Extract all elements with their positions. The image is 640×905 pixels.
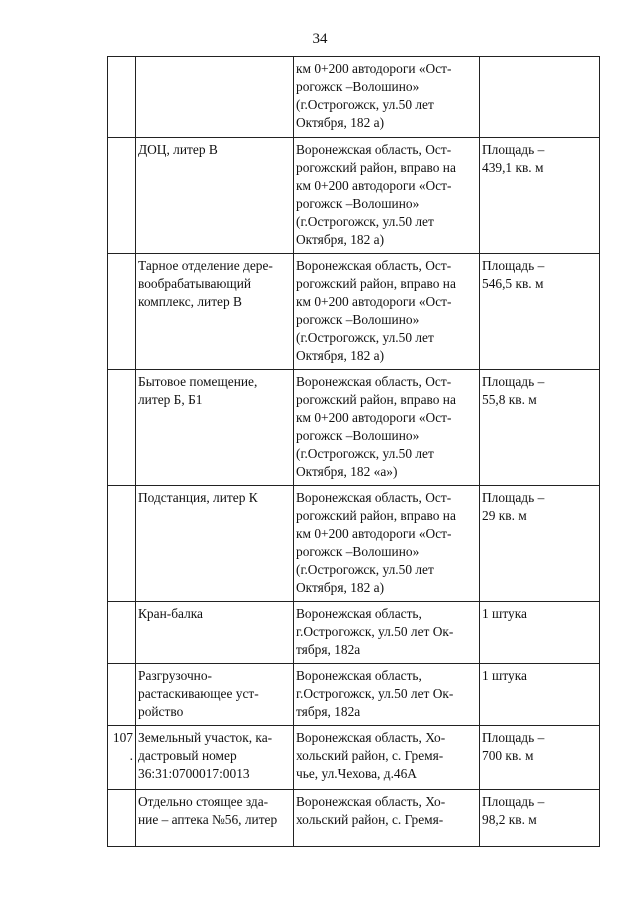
object-name-line: дастровый номер	[138, 748, 237, 763]
table-row	[108, 57, 600, 138]
object-name-cell	[136, 486, 294, 602]
table-row	[108, 254, 600, 370]
characteristics-cell	[480, 602, 600, 664]
row-number-cell: 107.	[108, 726, 136, 790]
table-row	[108, 138, 600, 254]
address-line: (г.Острогожск, ул.50 лет	[296, 562, 434, 577]
row-number-cell	[108, 138, 136, 254]
object-name-line: Подстанция, литер К	[138, 490, 258, 505]
table-row	[108, 726, 600, 790]
address-line: чье, ул.Чехова, д.46А	[296, 766, 417, 781]
object-name-cell	[136, 602, 294, 664]
page-number: 34	[312, 31, 328, 47]
object-name-line: литер Б, Б1	[138, 392, 203, 407]
characteristics-line: 55,8 кв. м	[482, 392, 537, 407]
address-line: км 0+200 автодороги «Ост-	[296, 178, 452, 193]
row-number-cell	[108, 790, 136, 847]
characteristics-line: Площадь –	[482, 374, 545, 389]
address-line: г.Острогожск, ул.50 лет Ок-	[296, 624, 454, 639]
object-name-line: Бытовое помещение,	[138, 374, 258, 389]
characteristics-line: 1 штука	[482, 668, 527, 683]
address-line: хольский район, с. Гремя-	[296, 748, 444, 763]
address-line: рогожск –Волошино»	[296, 79, 420, 94]
characteristics-line: Площадь –	[482, 142, 545, 157]
object-name-cell	[136, 664, 294, 726]
object-name-line: Тарное отделение дере-	[138, 258, 273, 273]
characteristics-cell	[480, 57, 600, 138]
address-line: (г.Острогожск, ул.50 лет	[296, 330, 434, 345]
characteristics-cell	[480, 254, 600, 370]
row-number-cell	[108, 254, 136, 370]
table-row	[108, 370, 600, 486]
characteristics-line: 700 кв. м	[482, 748, 534, 763]
address-line: Воронежская область, Ост-	[296, 142, 452, 157]
address-line: рогожский район, вправо на	[296, 276, 456, 291]
object-name-line: ДОЦ, литер В	[138, 142, 218, 157]
characteristics-line: 98,2 кв. м	[482, 812, 537, 827]
characteristics-line: Площадь –	[482, 490, 545, 505]
address-cell	[294, 790, 480, 847]
address-line: Воронежская область, Ост-	[296, 490, 452, 505]
characteristics-line: 439,1 кв. м	[482, 160, 544, 175]
address-line: Воронежская область,	[296, 606, 422, 621]
row-number-cell	[108, 486, 136, 602]
address-line: км 0+200 автодороги «Ост-	[296, 61, 452, 76]
object-name-line: растаскивающее уст-	[138, 686, 259, 701]
registry-table-body	[108, 57, 600, 847]
address-line: Октября, 182 а)	[296, 232, 385, 247]
object-name-cell	[136, 790, 294, 847]
address-line: г.Острогожск, ул.50 лет Ок-	[296, 686, 454, 701]
characteristics-line: 29 кв. м	[482, 508, 527, 523]
address-cell	[294, 602, 480, 664]
address-line: рогожск –Волошино»	[296, 312, 420, 327]
address-line: Воронежская область, Ост-	[296, 258, 452, 273]
row-number-cell	[108, 664, 136, 726]
address-cell	[294, 726, 480, 790]
address-line: км 0+200 автодороги «Ост-	[296, 410, 452, 425]
object-name-cell	[136, 254, 294, 370]
address-line: рогожский район, вправо на	[296, 160, 456, 175]
address-line: хольский район, с. Гремя-	[296, 812, 444, 827]
address-line: рогожск –Волошино»	[296, 428, 420, 443]
address-cell	[294, 370, 480, 486]
object-name-line: ние – аптека №56, литер	[138, 812, 278, 827]
row-number-cell	[108, 57, 136, 138]
object-name-line: ройство	[138, 704, 184, 719]
characteristics-line: Площадь –	[482, 730, 545, 745]
address-line: рогожский район, вправо на	[296, 392, 456, 407]
object-name-line: Кран-балка	[138, 606, 203, 621]
address-line: Октября, 182 «а»)	[296, 464, 398, 479]
row-number-cell	[108, 602, 136, 664]
address-line: км 0+200 автодороги «Ост-	[296, 526, 452, 541]
address-line: рогожск –Волошино»	[296, 196, 420, 211]
address-line: (г.Острогожск, ул.50 лет	[296, 446, 434, 461]
address-line: Воронежская область, Ост-	[296, 374, 452, 389]
characteristics-cell	[480, 726, 600, 790]
address-cell	[294, 57, 480, 138]
object-name-cell	[136, 370, 294, 486]
row-number-cell	[108, 370, 136, 486]
address-cell	[294, 138, 480, 254]
address-cell	[294, 664, 480, 726]
address-line: Октября, 182 а)	[296, 580, 385, 595]
address-line: Октября, 182 а)	[296, 348, 385, 363]
characteristics-line: Площадь –	[482, 794, 545, 809]
address-line: Воронежская область, Хо-	[296, 730, 446, 745]
characteristics-cell	[480, 138, 600, 254]
address-line: Воронежская область,	[296, 668, 422, 683]
table-row	[108, 602, 600, 664]
address-line: тября, 182а	[296, 704, 361, 719]
characteristics-line: 1 штука	[482, 606, 527, 621]
table-row	[108, 664, 600, 726]
characteristics-cell	[480, 664, 600, 726]
characteristics-cell	[480, 486, 600, 602]
object-name-cell	[136, 138, 294, 254]
address-cell	[294, 254, 480, 370]
object-name-line: Отдельно стоящее зда-	[138, 794, 269, 809]
address-line: км 0+200 автодороги «Ост-	[296, 294, 452, 309]
object-name-line: вообрабатывающий	[138, 276, 252, 291]
characteristics-line: 546,5 кв. м	[482, 276, 544, 291]
table-row	[108, 486, 600, 602]
object-name-cell	[136, 57, 294, 138]
address-cell	[294, 486, 480, 602]
address-line: рогожский район, вправо на	[296, 508, 456, 523]
object-name-line: Разгрузочно-	[138, 668, 213, 683]
address-line: тября, 182а	[296, 642, 361, 657]
object-name-line: комплекс, литер В	[138, 294, 242, 309]
object-name-cell	[136, 726, 294, 790]
characteristics-cell	[480, 370, 600, 486]
address-line: рогожск –Волошино»	[296, 544, 420, 559]
address-line: Воронежская область, Хо-	[296, 794, 446, 809]
address-line: (г.Острогожск, ул.50 лет	[296, 214, 434, 229]
object-name-line: 36:31:0700017:0013	[138, 766, 250, 781]
table-row	[108, 790, 600, 847]
address-line: Октября, 182 а)	[296, 115, 385, 130]
characteristics-cell	[480, 790, 600, 847]
registry-table	[107, 56, 600, 847]
characteristics-line: Площадь –	[482, 258, 545, 273]
object-name-line: Земельный участок, ка-	[138, 730, 273, 745]
address-line: (г.Острогожск, ул.50 лет	[296, 97, 434, 112]
